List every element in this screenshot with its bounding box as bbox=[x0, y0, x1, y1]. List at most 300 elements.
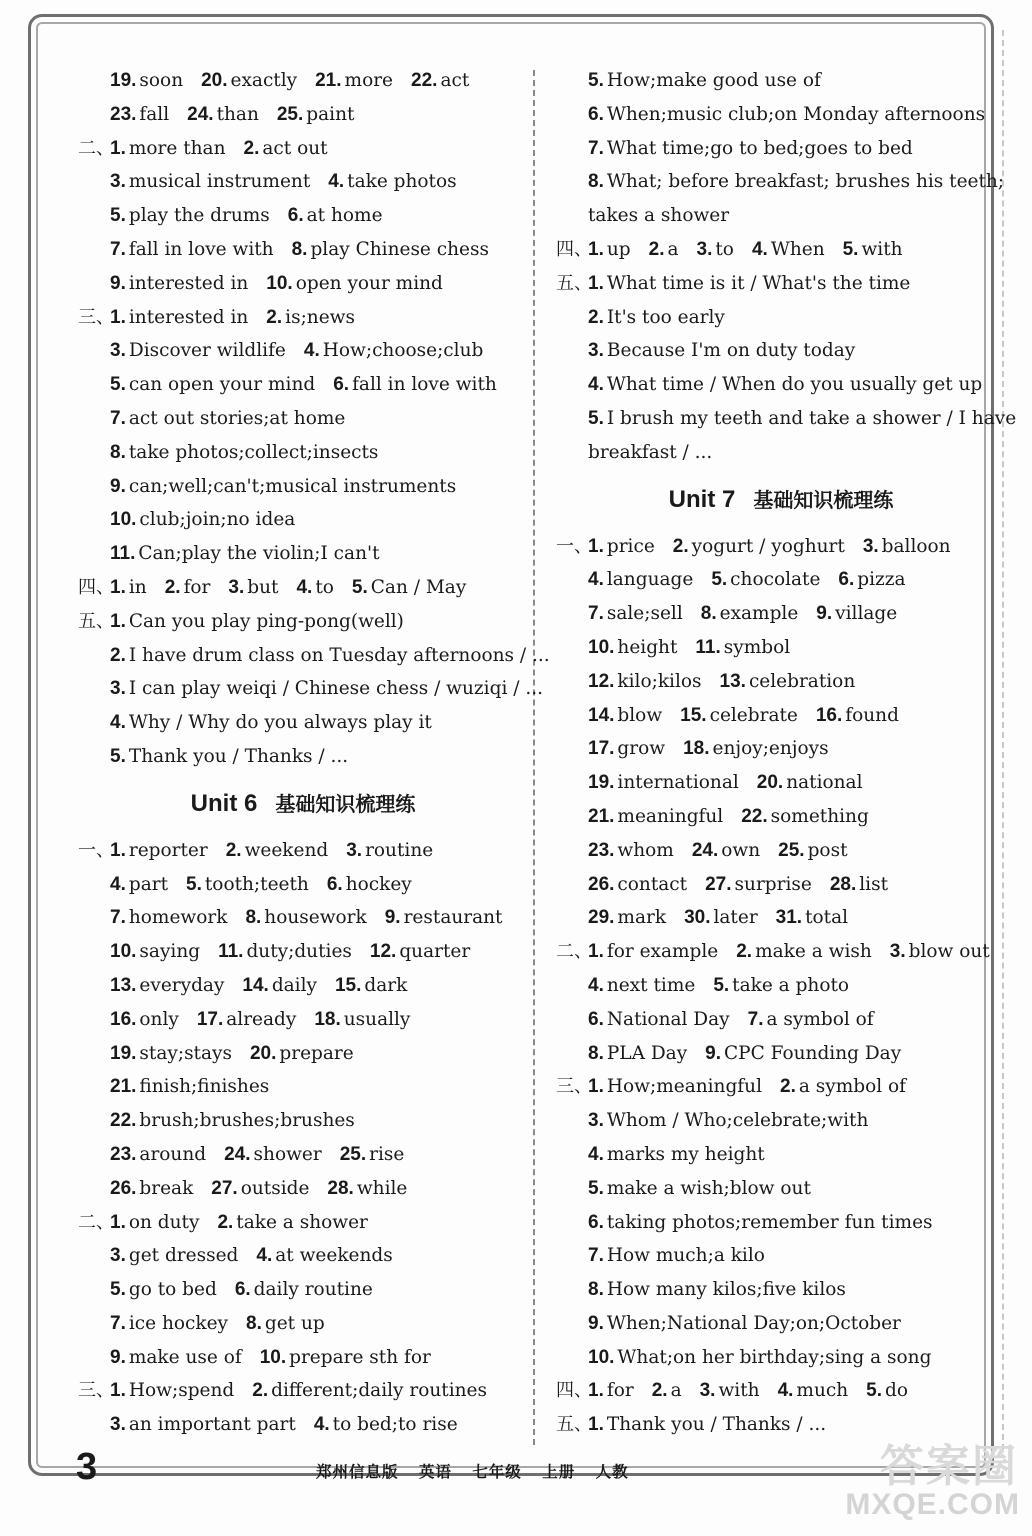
answer-line bbox=[78, 834, 528, 868]
item-answer: symbol bbox=[723, 636, 791, 658]
item-answer: duty;duties bbox=[246, 941, 352, 963]
item-answer: open your mind bbox=[295, 272, 443, 294]
item-number: 3. bbox=[110, 1245, 126, 1267]
item-answer: fall in love with bbox=[128, 238, 274, 260]
item-number: 3. bbox=[889, 941, 906, 963]
section-marker: 二、 bbox=[78, 1211, 114, 1233]
item-number: 15. bbox=[680, 704, 707, 726]
item-number: 7. bbox=[110, 1312, 126, 1334]
answer-item bbox=[228, 577, 278, 598]
answer-item bbox=[110, 1043, 232, 1064]
item-answer: enjoy;enjoys bbox=[712, 738, 829, 760]
item-number: 2. bbox=[780, 1076, 796, 1098]
item-number: 1. bbox=[110, 137, 126, 159]
item-number: 19. bbox=[110, 1042, 137, 1064]
answer-line bbox=[78, 740, 528, 774]
answer-line bbox=[78, 571, 528, 605]
answer-item bbox=[649, 239, 679, 260]
item-answer: routine bbox=[365, 839, 434, 861]
item-number: 8. bbox=[245, 907, 262, 929]
answer-item bbox=[246, 1313, 325, 1334]
item-number: 1. bbox=[588, 1380, 604, 1402]
answer-item bbox=[588, 840, 674, 861]
item-answer: stay;stays bbox=[139, 1042, 232, 1064]
item-number: 6. bbox=[333, 374, 350, 396]
answer-item bbox=[695, 637, 790, 658]
answer-item bbox=[110, 1245, 238, 1266]
item-number: 5. bbox=[110, 374, 126, 396]
item-number: 6. bbox=[287, 205, 304, 227]
item-number: 21. bbox=[110, 1076, 137, 1098]
item-answer: to bbox=[715, 238, 734, 260]
answer-line bbox=[78, 935, 528, 969]
item-answer: How;make good use of bbox=[606, 70, 821, 91]
item-number: 8. bbox=[588, 1279, 604, 1301]
answer-item bbox=[588, 104, 985, 125]
answer-item bbox=[110, 442, 378, 463]
item-answer: everyday bbox=[139, 974, 225, 996]
item-number: 2. bbox=[672, 535, 689, 557]
item-number: 20. bbox=[756, 772, 784, 794]
answer-item bbox=[327, 874, 412, 895]
item-answer: It's too early bbox=[606, 306, 725, 328]
item-number: 3. bbox=[862, 535, 879, 557]
item-number: 11. bbox=[695, 636, 721, 658]
item-number: 22. bbox=[110, 1110, 137, 1132]
item-number: 8. bbox=[588, 1042, 604, 1064]
answer-line bbox=[556, 766, 1006, 800]
answer-item bbox=[370, 941, 470, 962]
item-number: 7. bbox=[110, 907, 126, 929]
item-answer: restaurant bbox=[403, 907, 503, 929]
unit-subtitle: 基础知识梳理练 bbox=[753, 487, 894, 512]
answer-line bbox=[78, 1037, 528, 1071]
item-answer: When;National Day;on;October bbox=[606, 1312, 901, 1334]
answer-item bbox=[245, 907, 366, 928]
item-answer: surprise bbox=[734, 873, 812, 895]
item-answer: usually bbox=[343, 1008, 411, 1030]
item-answer: prepare bbox=[279, 1042, 354, 1064]
item-number: 24. bbox=[187, 103, 214, 125]
item-answer: What;on her birthday;sing a song bbox=[617, 1346, 932, 1368]
item-number: 3. bbox=[699, 1380, 716, 1402]
item-number: 27. bbox=[211, 1177, 238, 1199]
answer-item bbox=[110, 171, 310, 192]
answer-line bbox=[556, 563, 1006, 597]
unit-subtitle: 基础知识梳理练 bbox=[275, 791, 416, 816]
answer-item bbox=[411, 70, 469, 91]
section-marker: 四、 bbox=[556, 1380, 592, 1402]
item-answer: next time bbox=[606, 974, 696, 996]
answer-line bbox=[78, 1104, 528, 1138]
answer-line bbox=[556, 233, 1006, 267]
item-number: 13. bbox=[719, 670, 746, 692]
item-number: 5. bbox=[110, 205, 126, 227]
item-number: 2. bbox=[217, 1211, 234, 1233]
item-answer: take photos bbox=[347, 171, 457, 193]
answer-item bbox=[110, 611, 404, 632]
answer-item bbox=[588, 1178, 811, 1199]
item-answer: whom bbox=[617, 839, 674, 861]
item-number: 6. bbox=[838, 569, 855, 591]
answer-item bbox=[588, 806, 723, 827]
item-answer: Can;play the violin;I can't bbox=[138, 543, 380, 565]
answer-item bbox=[705, 874, 812, 895]
item-number: 13. bbox=[110, 974, 137, 996]
answer-item bbox=[843, 239, 903, 260]
item-answer: pizza bbox=[857, 569, 906, 591]
answer-item bbox=[692, 840, 760, 861]
item-number: 3. bbox=[696, 238, 713, 260]
answer-item bbox=[110, 340, 286, 361]
answer-item bbox=[705, 1043, 901, 1064]
answer-line bbox=[556, 301, 1006, 335]
item-answer: around bbox=[139, 1143, 207, 1165]
item-number: 5. bbox=[588, 1177, 604, 1199]
item-answer: finish;finishes bbox=[139, 1076, 270, 1098]
answer-item bbox=[776, 907, 848, 928]
item-answer: reporter bbox=[128, 839, 208, 861]
answer-item bbox=[588, 1043, 687, 1064]
item-number: 10. bbox=[259, 1346, 287, 1368]
item-number: 3. bbox=[588, 1110, 604, 1132]
item-answer: mark bbox=[617, 907, 667, 929]
answer-item bbox=[816, 705, 899, 726]
item-answer: How much;a kilo bbox=[606, 1245, 765, 1267]
item-answer: homework bbox=[128, 907, 228, 929]
item-number: 7. bbox=[110, 407, 126, 429]
answer-item bbox=[315, 70, 393, 91]
item-number: 8. bbox=[291, 238, 308, 260]
item-answer: make a wish bbox=[755, 941, 872, 963]
answer-line bbox=[78, 672, 543, 706]
item-number: 2. bbox=[736, 941, 753, 963]
item-number: 16. bbox=[815, 704, 843, 726]
item-number: 10. bbox=[588, 636, 615, 658]
item-answer: with bbox=[718, 1380, 760, 1402]
item-answer: international bbox=[617, 772, 739, 794]
item-answer: get up bbox=[264, 1312, 325, 1334]
answer-item bbox=[110, 577, 147, 598]
item-number: 1. bbox=[110, 1211, 126, 1233]
item-answer: a symbol of bbox=[798, 1076, 907, 1098]
item-number: 19. bbox=[110, 70, 137, 91]
answer-line bbox=[556, 368, 1006, 402]
answer-item bbox=[588, 569, 693, 590]
item-number: 19. bbox=[588, 772, 615, 794]
item-number: 4. bbox=[588, 974, 604, 996]
answer-item bbox=[110, 1009, 179, 1030]
answer-line bbox=[78, 1408, 528, 1442]
item-answer: can open your mind bbox=[128, 374, 316, 396]
item-answer: a bbox=[667, 238, 679, 260]
answer-item bbox=[588, 1380, 634, 1401]
section-marker: 二、 bbox=[556, 941, 592, 963]
answer-item bbox=[757, 772, 863, 793]
item-number: 7. bbox=[747, 1008, 764, 1030]
answer-line bbox=[78, 402, 528, 436]
item-answer: hockey bbox=[345, 873, 412, 895]
answer-line bbox=[78, 267, 528, 301]
item-number: 12. bbox=[588, 670, 615, 692]
answer-item bbox=[752, 239, 825, 260]
item-number: 6. bbox=[588, 1008, 604, 1030]
answer-item bbox=[748, 1009, 874, 1030]
item-number: 3. bbox=[228, 576, 245, 598]
answer-item bbox=[701, 603, 799, 624]
answer-item bbox=[218, 941, 352, 962]
answer-item bbox=[244, 138, 328, 159]
item-answer: list bbox=[859, 873, 889, 895]
item-answer: How;meaningful bbox=[606, 1076, 762, 1098]
item-number: 8. bbox=[246, 1312, 262, 1334]
item-answer: marks my height bbox=[606, 1143, 765, 1165]
item-number: 3. bbox=[110, 678, 126, 700]
answer-line bbox=[556, 267, 1006, 301]
answer-item bbox=[890, 941, 990, 962]
item-number: 3. bbox=[346, 839, 363, 861]
answer-item bbox=[778, 840, 847, 861]
item-answer: post bbox=[807, 839, 848, 861]
answer-item bbox=[588, 442, 712, 463]
answer-item bbox=[588, 205, 729, 226]
section-marker: 五、 bbox=[556, 272, 592, 294]
item-answer: celebrate bbox=[709, 704, 798, 726]
answer-line bbox=[78, 98, 528, 132]
item-number: 20. bbox=[249, 1042, 277, 1064]
item-number: 2. bbox=[164, 576, 181, 598]
answer-line bbox=[78, 639, 550, 673]
item-answer: ice hockey bbox=[128, 1312, 228, 1334]
item-number: 28. bbox=[829, 873, 857, 895]
item-answer: What time;go to bed;goes to bed bbox=[606, 137, 913, 159]
answer-item bbox=[778, 1380, 849, 1401]
answer-item bbox=[197, 1009, 296, 1030]
item-answer: for bbox=[183, 576, 211, 598]
unit-heading bbox=[78, 774, 528, 834]
answer-line bbox=[556, 334, 1006, 368]
item-answer: own bbox=[721, 839, 761, 861]
item-answer: make use of bbox=[128, 1346, 242, 1368]
section-marker: 三、 bbox=[78, 1380, 114, 1402]
section-marker: 一、 bbox=[78, 839, 114, 861]
item-answer: rise bbox=[369, 1143, 405, 1165]
answer-line bbox=[556, 132, 1006, 166]
item-number: 5. bbox=[110, 745, 126, 767]
item-number: 18. bbox=[683, 738, 710, 760]
item-answer: at weekends bbox=[275, 1245, 393, 1267]
item-answer: while bbox=[356, 1177, 408, 1199]
answer-item bbox=[588, 374, 982, 395]
item-answer: go to bed bbox=[128, 1279, 217, 1301]
answer-line bbox=[556, 935, 1006, 969]
answer-item bbox=[165, 577, 211, 598]
answer-line bbox=[556, 1037, 1006, 1071]
item-answer: to bed;to rise bbox=[332, 1414, 458, 1436]
answer-line bbox=[78, 1307, 528, 1341]
unit-title: Unit 6 bbox=[190, 789, 258, 817]
item-answer: much bbox=[796, 1380, 849, 1402]
answer-item bbox=[110, 205, 270, 226]
answer-item bbox=[217, 1212, 367, 1233]
item-answer: club;join;no idea bbox=[139, 509, 296, 531]
answer-line bbox=[78, 969, 528, 1003]
item-answer: Why / Why do you always play it bbox=[128, 712, 432, 734]
item-answer: saying bbox=[139, 941, 201, 963]
item-answer: What time is it / What's the time bbox=[606, 272, 911, 294]
answer-line bbox=[78, 537, 528, 571]
item-answer: quarter bbox=[399, 941, 471, 963]
answer-line bbox=[556, 1070, 1006, 1104]
item-number: 5. bbox=[186, 873, 202, 895]
answer-item bbox=[110, 408, 345, 429]
answer-item bbox=[250, 1043, 354, 1064]
item-answer: act bbox=[440, 70, 470, 91]
item-answer: daily bbox=[271, 974, 317, 996]
answer-item bbox=[110, 746, 348, 767]
answer-item bbox=[110, 874, 168, 895]
item-number: 17. bbox=[196, 1008, 224, 1030]
answer-item bbox=[652, 1380, 682, 1401]
answer-item bbox=[588, 1110, 868, 1131]
answer-line bbox=[78, 301, 528, 335]
item-answer: break bbox=[139, 1177, 194, 1199]
item-number: 21. bbox=[315, 70, 342, 91]
item-number: 12. bbox=[369, 941, 397, 963]
item-number: 1. bbox=[588, 941, 604, 963]
item-number: 6. bbox=[326, 873, 343, 895]
item-number: 3. bbox=[110, 171, 126, 193]
item-number: 8. bbox=[700, 603, 717, 625]
item-answer: get dressed bbox=[128, 1245, 239, 1267]
item-number: 10. bbox=[110, 509, 137, 531]
item-answer: soon bbox=[139, 70, 184, 91]
answer-item bbox=[110, 476, 456, 497]
answer-line bbox=[78, 1239, 528, 1273]
item-answer: celebration bbox=[748, 670, 856, 692]
answer-item bbox=[713, 975, 849, 996]
page-number: 3 bbox=[76, 1446, 98, 1488]
answer-line bbox=[78, 706, 528, 740]
item-number: 1. bbox=[110, 610, 126, 632]
answer-item bbox=[256, 1245, 392, 1266]
item-number: 2. bbox=[651, 1380, 668, 1402]
section-marker: 三、 bbox=[556, 1076, 592, 1098]
item-answer: Because I'm on duty today bbox=[606, 340, 856, 362]
item-number: 4. bbox=[110, 873, 126, 895]
answer-item bbox=[830, 874, 888, 895]
item-number: 17. bbox=[588, 738, 615, 760]
item-answer: How;spend bbox=[128, 1380, 235, 1402]
item-number: 1. bbox=[110, 576, 126, 598]
item-number: 21. bbox=[588, 805, 615, 827]
item-number: 1. bbox=[588, 272, 604, 294]
item-number: 2. bbox=[243, 137, 260, 159]
item-number: 25. bbox=[276, 103, 304, 125]
answer-line bbox=[78, 1341, 528, 1375]
item-number: 9. bbox=[816, 603, 833, 625]
item-answer: a symbol of bbox=[766, 1008, 874, 1030]
answer-item bbox=[314, 1414, 458, 1435]
item-answer: something bbox=[770, 805, 869, 827]
item-number: 5. bbox=[588, 407, 604, 429]
item-number: 1. bbox=[110, 1380, 126, 1402]
answer-line bbox=[556, 1206, 1006, 1240]
answer-line bbox=[78, 165, 528, 199]
answer-item bbox=[700, 1380, 760, 1401]
item-number: 4. bbox=[303, 340, 320, 362]
answer-item bbox=[252, 1380, 487, 1401]
item-number: 9. bbox=[588, 1312, 604, 1334]
item-number: 15. bbox=[334, 974, 362, 996]
item-number: 20. bbox=[201, 70, 228, 91]
answer-line bbox=[78, 503, 528, 537]
unit-title: Unit 7 bbox=[668, 485, 736, 513]
item-answer: Can / May bbox=[370, 576, 467, 598]
left-column bbox=[78, 64, 550, 1442]
item-answer: How;choose;club bbox=[322, 340, 484, 362]
item-number: 2. bbox=[252, 1380, 269, 1402]
answer-item bbox=[588, 907, 666, 928]
item-number: 29. bbox=[588, 907, 615, 929]
answer-item bbox=[741, 806, 869, 827]
answer-item bbox=[588, 1279, 846, 1300]
answer-item bbox=[588, 1009, 730, 1030]
item-answer: play Chinese chess bbox=[310, 238, 489, 260]
answer-item bbox=[838, 569, 905, 590]
unit-heading bbox=[556, 470, 1006, 530]
item-answer: yogurt / yoghurt bbox=[691, 535, 845, 557]
answer-line bbox=[556, 1307, 1006, 1341]
item-answer: Whom / Who;celebrate;with bbox=[606, 1110, 869, 1132]
item-answer: act out stories;at home bbox=[128, 407, 346, 429]
item-answer: more bbox=[344, 70, 394, 91]
section-marker: 五、 bbox=[78, 610, 114, 632]
item-answer: outside bbox=[240, 1177, 310, 1199]
item-answer: contact bbox=[617, 873, 688, 895]
item-number: 4. bbox=[588, 1143, 604, 1165]
answer-item bbox=[588, 273, 910, 294]
answer-line bbox=[556, 834, 1006, 868]
item-answer: fall bbox=[139, 103, 170, 125]
answer-item bbox=[110, 712, 432, 733]
answer-item bbox=[226, 840, 329, 861]
answer-item bbox=[697, 239, 734, 260]
item-number: 14. bbox=[242, 974, 269, 996]
answer-item bbox=[110, 941, 200, 962]
item-answer: blow bbox=[617, 704, 663, 726]
answer-item bbox=[110, 645, 550, 666]
answer-item bbox=[588, 603, 683, 624]
item-answer: grow bbox=[617, 738, 666, 760]
answer-item bbox=[327, 1178, 407, 1199]
item-number: 5. bbox=[866, 1380, 883, 1402]
answer-item bbox=[110, 273, 248, 294]
answer-item bbox=[684, 907, 758, 928]
item-number: 11. bbox=[218, 941, 244, 963]
answer-item bbox=[588, 1212, 933, 1233]
answer-item bbox=[385, 907, 503, 928]
answer-line bbox=[556, 597, 1006, 631]
item-number: 9. bbox=[110, 272, 126, 294]
item-answer: at home bbox=[306, 205, 383, 227]
item-number: 25. bbox=[778, 839, 805, 861]
answer-item bbox=[863, 536, 951, 557]
item-number: 31. bbox=[775, 907, 803, 929]
item-number: 8. bbox=[588, 171, 604, 193]
right-column bbox=[556, 64, 1017, 1442]
item-number: 7. bbox=[110, 238, 126, 260]
